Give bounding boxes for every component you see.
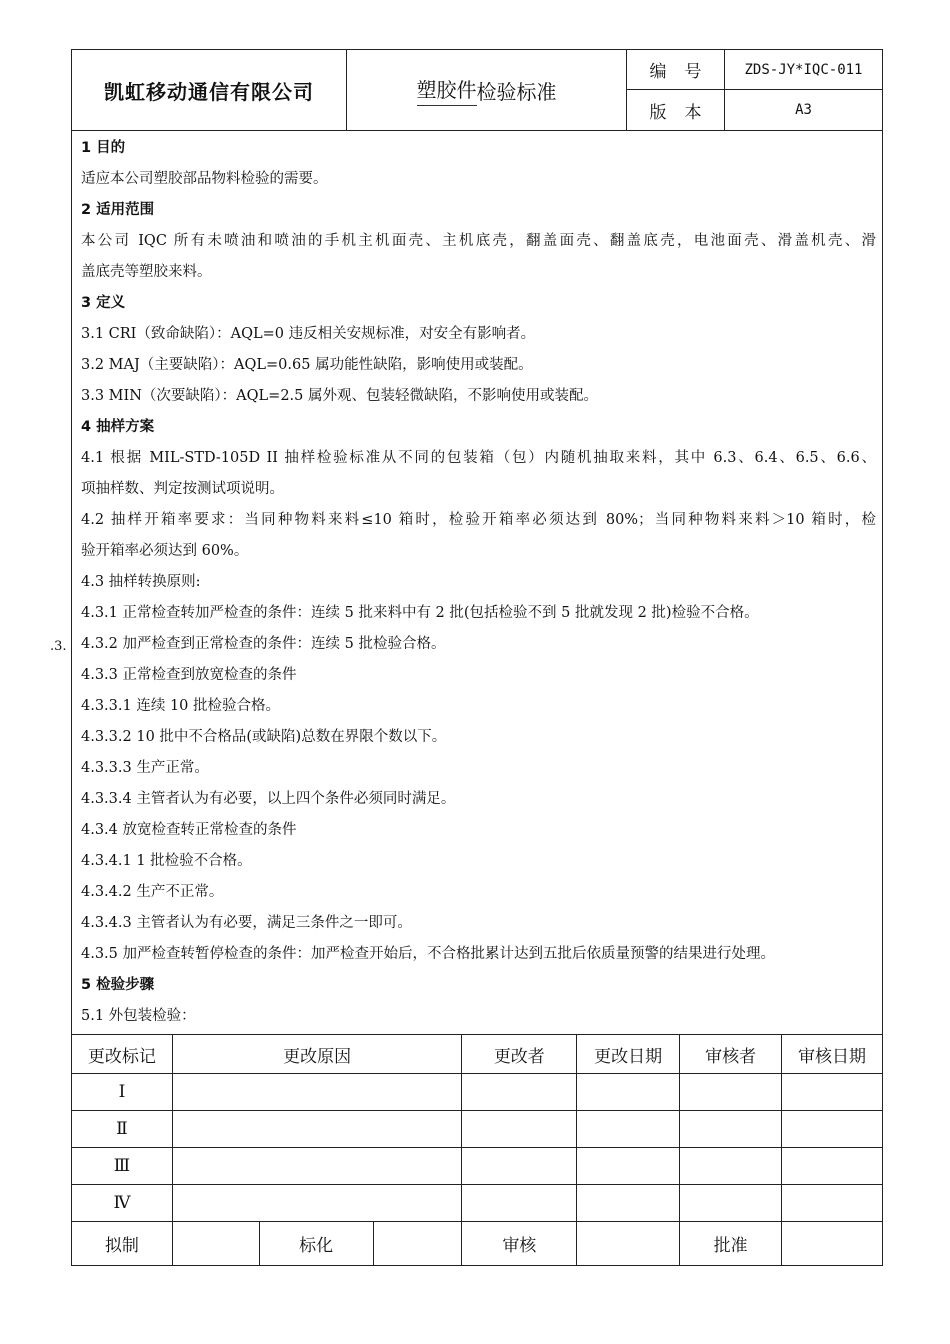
signoff-combined	[680, 1222, 883, 1266]
table-cell	[577, 1148, 680, 1185]
signoff-cell	[577, 1222, 680, 1266]
revision-mark: Ⅳ	[72, 1185, 173, 1222]
section-heading: 3 定义	[81, 295, 126, 311]
signoff-label: 拟制	[72, 1222, 173, 1266]
paragraph-line: 4.3.3 正常检查到放宽检查的条件	[81, 667, 297, 683]
section-heading: 5 检验步骤	[81, 977, 155, 993]
paragraph-line: 4.3.1 正常检查转加严检查的条件：连续 5 批来料中有 2 批(包括检验不到 5 批就发现 2 批)检验不合格。	[81, 605, 759, 621]
table-cell	[680, 1148, 883, 1185]
paragraph-line: 4.3.3.4 主管者认为有必要，以上四个条件必须同时满足。	[81, 791, 456, 807]
paragraph-line: 4.3.3.3 生产正常。	[81, 760, 209, 776]
table-cell	[680, 1185, 883, 1222]
paragraph-line: 4.3.2 加严检查到正常检查的条件：连续 5 批检验合格。	[81, 636, 446, 652]
paragraph-line: 5.1 外包装检验：	[81, 1008, 196, 1024]
table-header-row	[72, 1035, 883, 1074]
paragraph-line: 4.1 根据 MIL-STD-105D II 抽样检验标准从不同的包装箱（包）内随机抽取来料，其中 6.3、6.4、6.5、6.6、	[81, 450, 876, 466]
paragraph-line: 本公司 IQC 所有未喷油和喷油的手机主机面壳、主机底壳，翻盖面壳、翻盖底壳，电池面壳、滑盖机壳、滑	[81, 233, 876, 249]
paragraph-line: 盖底壳等塑胶来料。	[81, 264, 212, 280]
section-heading: 2 适用范围	[81, 202, 155, 218]
column-header-combined	[680, 1035, 883, 1074]
number-label: 编号	[627, 50, 725, 90]
column-header: 更改者	[462, 1035, 577, 1074]
title-rest: 检验标准	[476, 79, 557, 104]
signoff-cell	[782, 1222, 882, 1265]
company-name: 凯虹移动通信有限公司	[72, 50, 347, 130]
signoff-label: 审核	[462, 1222, 577, 1266]
section-heading: 1 目的	[81, 140, 126, 156]
column-header: 更改标记	[72, 1035, 173, 1074]
table-row	[72, 1111, 883, 1148]
section-heading: 4 抽样方案	[81, 419, 155, 435]
paragraph-line: 3.2 MAJ（主要缺陷）：AQL=0.65 属功能性缺陷，影响使用或装配。	[81, 357, 533, 373]
table-cell	[577, 1111, 680, 1148]
version-value: A3	[795, 102, 812, 118]
table-cell	[462, 1111, 577, 1148]
paragraph-line: 3.3 MIN（次要缺陷）：AQL=2.5 属外观、包装轻微缺陷，不影响使用或装配。	[81, 388, 598, 404]
document-body	[71, 131, 883, 1034]
paragraph-line: 4.3.5 加严检查转暂停检查的条件：加严检查开始后，不合格批累计达到五批后依质量预警的结果进行处理。	[81, 946, 775, 962]
revision-mark: Ⅰ	[72, 1074, 173, 1111]
version-label: 版本	[627, 90, 725, 130]
title-underlined-part: 塑胶件	[417, 74, 477, 106]
revision-table	[71, 1034, 883, 1266]
column-header: 审核日期	[798, 1046, 867, 1067]
signoff-label: 标化	[259, 1222, 373, 1266]
paragraph-line: 4.3.4.1 1 批检验不合格。	[81, 853, 252, 869]
table-cell	[577, 1185, 680, 1222]
table-row	[72, 1074, 883, 1111]
paragraph-line: 3.1 CRI（致命缺陷）：AQL=0 违反相关安规标准，对安全有影响者。	[81, 326, 536, 342]
signoff-cell	[172, 1222, 259, 1266]
table-cell	[462, 1148, 577, 1185]
table-cell	[172, 1185, 462, 1222]
table-cell	[172, 1074, 462, 1111]
paragraph-line: 4.3.3.1 连续 10 批检验合格。	[81, 698, 281, 714]
number-value: ZDS-JY*IQC-011	[725, 50, 882, 90]
paragraph-line: 4.3.4.3 主管者认为有必要，满足三条件之一即可。	[81, 915, 412, 931]
paragraph-line: 验开箱率必须达到 60%。	[81, 543, 249, 559]
table-cell	[172, 1111, 462, 1148]
table-cell	[577, 1074, 680, 1111]
stray-text-fragment: .3.	[50, 639, 67, 654]
paragraph-line: 4.3.4 放宽检查转正常检查的条件	[81, 822, 297, 838]
table-cell	[680, 1074, 883, 1111]
paragraph-line: 4.3.3.2 10 批中不合格品(或缺陷)总数在界限个数以下。	[81, 729, 447, 745]
paragraph-line: 4.3 抽样转换原则:	[81, 574, 201, 590]
document-title	[347, 50, 627, 130]
signoff-cell	[373, 1222, 462, 1266]
table-cell	[462, 1185, 577, 1222]
table-cell	[680, 1111, 883, 1148]
document-header	[71, 49, 883, 131]
table-row	[72, 1148, 883, 1185]
column-header: 审核者	[680, 1035, 782, 1073]
table-row	[72, 1185, 883, 1222]
column-header: 更改日期	[577, 1035, 680, 1074]
paragraph-line: 适应本公司塑胶部品物料检验的需要。	[81, 171, 328, 187]
revision-mark: Ⅱ	[72, 1111, 173, 1148]
paragraph-line: 4.2 抽样开箱率要求：当同种物料来料≤10 箱时，检验开箱率必须达到 80%；当同种物料来料＞10 箱时，检	[81, 512, 876, 528]
revision-mark: Ⅲ	[72, 1148, 173, 1185]
signoff-row	[72, 1222, 883, 1266]
signoff-label: 批准	[680, 1222, 782, 1265]
paragraph-line: 项抽样数、判定按测试项说明。	[81, 481, 284, 497]
table-cell	[462, 1074, 577, 1111]
paragraph-line: 4.3.4.2 生产不正常。	[81, 884, 224, 900]
table-cell	[172, 1148, 462, 1185]
column-header: 更改原因	[172, 1035, 462, 1074]
